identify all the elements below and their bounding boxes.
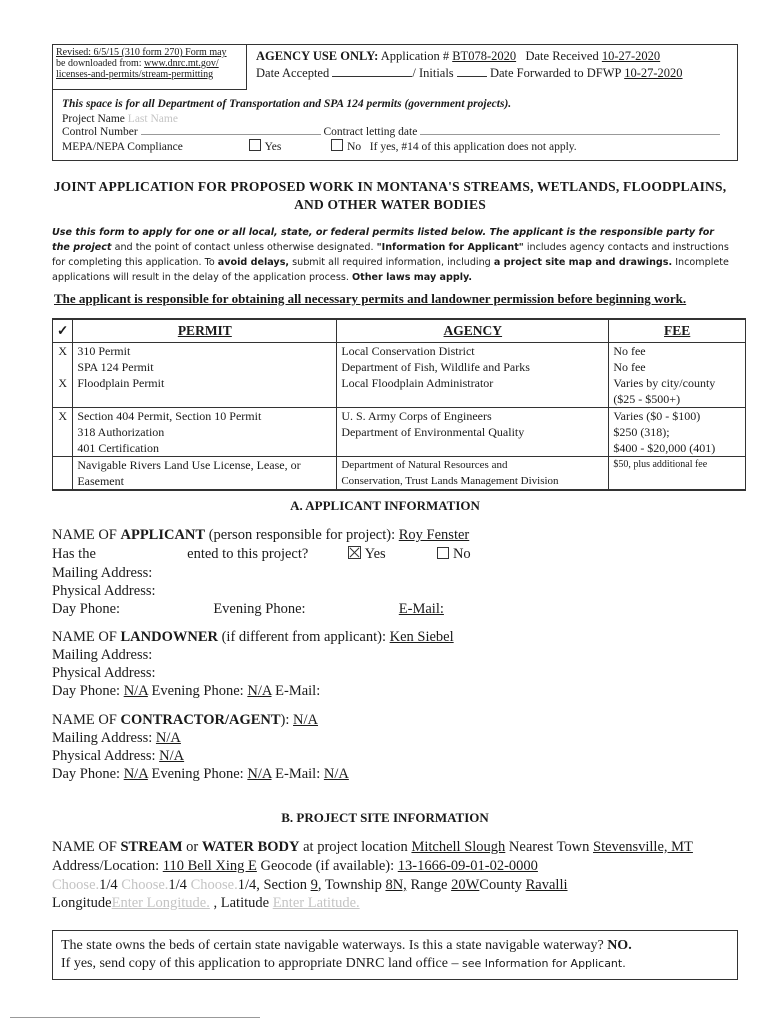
consent-yes-checkbox[interactable] <box>348 546 361 559</box>
table-row <box>53 473 746 490</box>
table-row <box>53 375 746 391</box>
fee-cell: $50, plus additional fee <box>609 457 746 474</box>
fee-cell: $250 (318); <box>609 424 746 440</box>
contractor-mailing-row: Mailing Address: N/A <box>52 730 181 746</box>
applicant-name-row: NAME OF APPLICANT (person responsible for project): Roy Fenster <box>52 527 470 543</box>
agency-name-cell: Conservation, Trust Lands Management Division <box>337 473 609 490</box>
fee-cell: Varies ($0 - $100) <box>609 408 746 425</box>
permit-name-cell: Easement <box>73 473 337 490</box>
agency-name-cell <box>337 440 609 457</box>
contract-letting-input[interactable] <box>420 134 720 135</box>
contractor-evening-phone[interactable]: N/A <box>247 766 272 782</box>
township-input[interactable]: 8N, <box>385 877 407 893</box>
agency-line-1: AGENCY USE ONLY: Application # BT078-2020 Date Received 10-27-2020 <box>256 49 661 63</box>
fee-cell: $400 - $20,000 (401) <box>609 440 746 457</box>
table-row <box>53 391 746 408</box>
applicant-name-input[interactable]: Roy Fenster <box>398 527 470 543</box>
contractor-email[interactable]: N/A <box>323 766 349 782</box>
contractor-physical-row: Physical Address: N/A <box>52 748 185 764</box>
stream-row: NAME OF STREAM or WATER BODY at project location Mitchell Slough Nearest Town Stevensville, MT <box>52 839 693 855</box>
latitude-input[interactable]: Enter Latitude. <box>272 895 360 911</box>
project-name-row: Project Name Last Name <box>62 113 178 125</box>
contractor-physical-input[interactable]: N/A <box>159 748 185 764</box>
fee-cell: ($25 - $500+) <box>609 391 746 408</box>
navigable-waterway-notice <box>52 930 738 980</box>
consent-no-checkbox[interactable] <box>437 547 449 559</box>
notice-line-1: The state owns the beds of certain state navigable waterways. Is this a state navigable waterway? NO. <box>61 938 632 953</box>
agency-name-cell: Local Floodplain Administrator <box>337 375 609 391</box>
permit-check-cell[interactable] <box>53 424 73 440</box>
control-number-input[interactable] <box>141 134 321 135</box>
landowner-physical: Physical Address: <box>52 665 156 681</box>
page-title: JOINT APPLICATION FOR PROPOSED WORK IN MONTANA'S STREAMS, WETLANDS, FLOODPLAINS, AND OTHER WATER BODIES <box>53 179 727 212</box>
table-row <box>53 343 746 360</box>
responsibility-note: The applicant is responsible for obtaining all necessary permits and landowner permission before beginning work. <box>54 291 687 306</box>
section-b-title: B. PROJECT SITE INFORMATION <box>281 810 489 825</box>
table-row <box>53 424 746 440</box>
landowner-evening-phone[interactable]: N/A <box>247 683 272 699</box>
revision-note <box>52 44 247 90</box>
stream-name-input[interactable]: Mitchell Slough <box>411 839 506 855</box>
agency-use-only <box>256 48 726 82</box>
fee-cell <box>609 473 746 490</box>
table-row <box>53 408 746 425</box>
landowner-name-row: NAME OF LANDOWNER (if different from applicant): Ken Siebel <box>52 629 454 645</box>
contractor-name-row: NAME OF CONTRACTOR/AGENT): N/A <box>52 712 319 728</box>
agency-column-header: AGENCY <box>337 319 609 343</box>
permit-name-cell <box>73 391 337 408</box>
check-column-header: ✓ <box>53 319 73 343</box>
permit-check-cell[interactable]: X <box>53 408 73 425</box>
permit-check-cell[interactable] <box>53 473 73 490</box>
permit-check-cell[interactable] <box>53 359 73 375</box>
navigable-answer: NO. <box>607 938 632 953</box>
section-a-title: A. APPLICANT INFORMATION <box>290 498 480 513</box>
permit-column-header: PERMIT <box>73 319 337 343</box>
download-line: be downloaded from: www.dnrc.mt.gov/ <box>56 58 219 69</box>
landowner-day-phone[interactable]: N/A <box>123 683 148 699</box>
table-row <box>53 359 746 375</box>
permit-name-cell: Section 404 Permit, Section 10 Permit <box>73 408 337 425</box>
agency-name-cell: Department of Natural Resources and <box>337 457 609 474</box>
permit-table <box>52 318 746 491</box>
quarter-select-3[interactable]: Choose. <box>190 877 238 893</box>
section-input[interactable]: 9 <box>310 877 318 893</box>
permit-check-cell[interactable] <box>53 457 73 474</box>
project-name-input[interactable]: Last Name <box>127 113 178 125</box>
permit-check-cell[interactable] <box>53 440 73 457</box>
download-link-path[interactable]: licenses-and-permits/stream-permitting <box>56 69 214 80</box>
agency-line-2: Date Accepted / Initials Date Forwarded to DFWP 10-27-2020 <box>256 66 683 80</box>
control-number-row: Control Number Contract letting date <box>62 126 722 139</box>
permit-name-cell: Floodplain Permit <box>73 375 337 391</box>
table-header-row <box>53 319 746 343</box>
agency-name-cell: U. S. Army Corps of Engineers <box>337 408 609 425</box>
initials-field[interactable] <box>457 76 487 77</box>
permit-check-cell[interactable] <box>53 391 73 408</box>
date-forwarded[interactable]: 10-27-2020 <box>624 66 683 80</box>
quarter-select-2[interactable]: Choose. <box>121 877 169 893</box>
longitude-input[interactable]: Enter Longitude. <box>111 895 210 911</box>
legal-description-row: Choose.1/4 Choose.1/4 Choose.1/4, Section 9, Township 8N, Range 20WCounty Ravalli <box>52 877 568 893</box>
fee-cell: Varies by city/county <box>609 375 746 391</box>
mepa-yes-checkbox[interactable] <box>249 139 261 151</box>
permit-name-cell: 318 Authorization <box>73 424 337 440</box>
applicant-phone-row: Day Phone: Evening Phone: E-Mail: <box>52 601 444 617</box>
contractor-mailing-input[interactable]: N/A <box>155 730 181 746</box>
permit-check-cell[interactable]: X <box>53 343 73 360</box>
fee-cell: No fee <box>609 359 746 375</box>
consent-row: Has the ented to this project? Yes No <box>52 546 471 562</box>
range-input[interactable]: 20W <box>451 877 480 893</box>
agency-name-cell: Department of Fish, Wildlife and Parks <box>337 359 609 375</box>
contractor-name-input[interactable]: N/A <box>293 712 319 728</box>
fee-cell: No fee <box>609 343 746 360</box>
dot-note: This space is for all Department of Transportation and SPA 124 permits (government projects). <box>62 98 512 110</box>
notice-line-2: If yes, send copy of this application to appropriate DNRC land office – see Information for Applicant. <box>61 956 626 971</box>
date-received[interactable]: 10-27-2020 <box>601 49 661 63</box>
address-row: Address/Location: 110 Bell Xing E Geocode (if available): 13-1666-09-01-02-0000 <box>52 858 538 874</box>
intro-paragraph: Use this form to apply for one or all local, state, or federal permits listed below. The applicant is the responsible party for the project and the point of contact unless otherwise designated. "Information for Applicant" includes agency contacts and instructions for completing this application. To avoid delays, submit all required information, including a project site map and drawings. Incomplete applications will result in the delay of the application process. Other laws may apply. <box>52 227 729 283</box>
table-row <box>53 440 746 457</box>
agency-name-cell: Department of Environmental Quality <box>337 424 609 440</box>
permit-check-cell[interactable]: X <box>53 375 73 391</box>
fee-column-header: FEE <box>609 319 746 343</box>
applicant-mailing: Mailing Address: <box>52 565 153 581</box>
download-link[interactable]: www.dnrc.mt.gov/ <box>144 58 219 69</box>
mepa-no-checkbox[interactable] <box>331 139 343 151</box>
revised-label: Revised: 6/5/15 (310 form 270) Form may <box>56 47 227 58</box>
landowner-mailing: Mailing Address: <box>52 647 153 663</box>
address-input[interactable]: 110 Bell Xing E <box>162 858 257 874</box>
applicant-physical: Physical Address: <box>52 583 156 599</box>
landowner-name-input[interactable]: Ken Siebel <box>389 629 454 645</box>
quarter-select-1[interactable]: Choose. <box>52 877 100 893</box>
permit-name-cell: Navigable Rivers Land Use License, Lease, or <box>73 457 337 474</box>
county-input[interactable]: Ravalli <box>525 877 568 893</box>
application-number[interactable]: BT078-2020 <box>452 49 517 63</box>
permit-name-cell: 310 Permit <box>73 343 337 360</box>
date-accepted-field[interactable] <box>332 76 412 77</box>
footer-rule <box>10 1017 260 1018</box>
contractor-phone-row: Day Phone: N/A Evening Phone: N/A E-Mail: N/A <box>52 766 349 782</box>
landowner-phone-row: Day Phone: N/A Evening Phone: N/A E-Mail: <box>52 683 321 699</box>
nearest-town-input[interactable]: Stevensville, MT <box>593 839 693 855</box>
permit-name-cell: SPA 124 Permit <box>73 359 337 375</box>
agency-name-cell: Local Conservation District <box>337 343 609 360</box>
table-row <box>53 457 746 474</box>
dot-section <box>62 98 722 154</box>
agency-name-cell <box>337 391 609 408</box>
applicant-email-label[interactable]: E-Mail: <box>398 601 444 617</box>
geocode-input[interactable]: 13-1666-09-01-02-0000 <box>397 858 538 874</box>
coordinates-row: LongitudeEnter Longitude. , Latitude Enter Latitude. <box>52 895 360 911</box>
mepa-row: MEPA/NEPA Compliance Yes No If yes, #14 of this application does not apply. <box>62 141 577 153</box>
permit-name-cell: 401 Certification <box>73 440 337 457</box>
contractor-day-phone[interactable]: N/A <box>123 766 148 782</box>
